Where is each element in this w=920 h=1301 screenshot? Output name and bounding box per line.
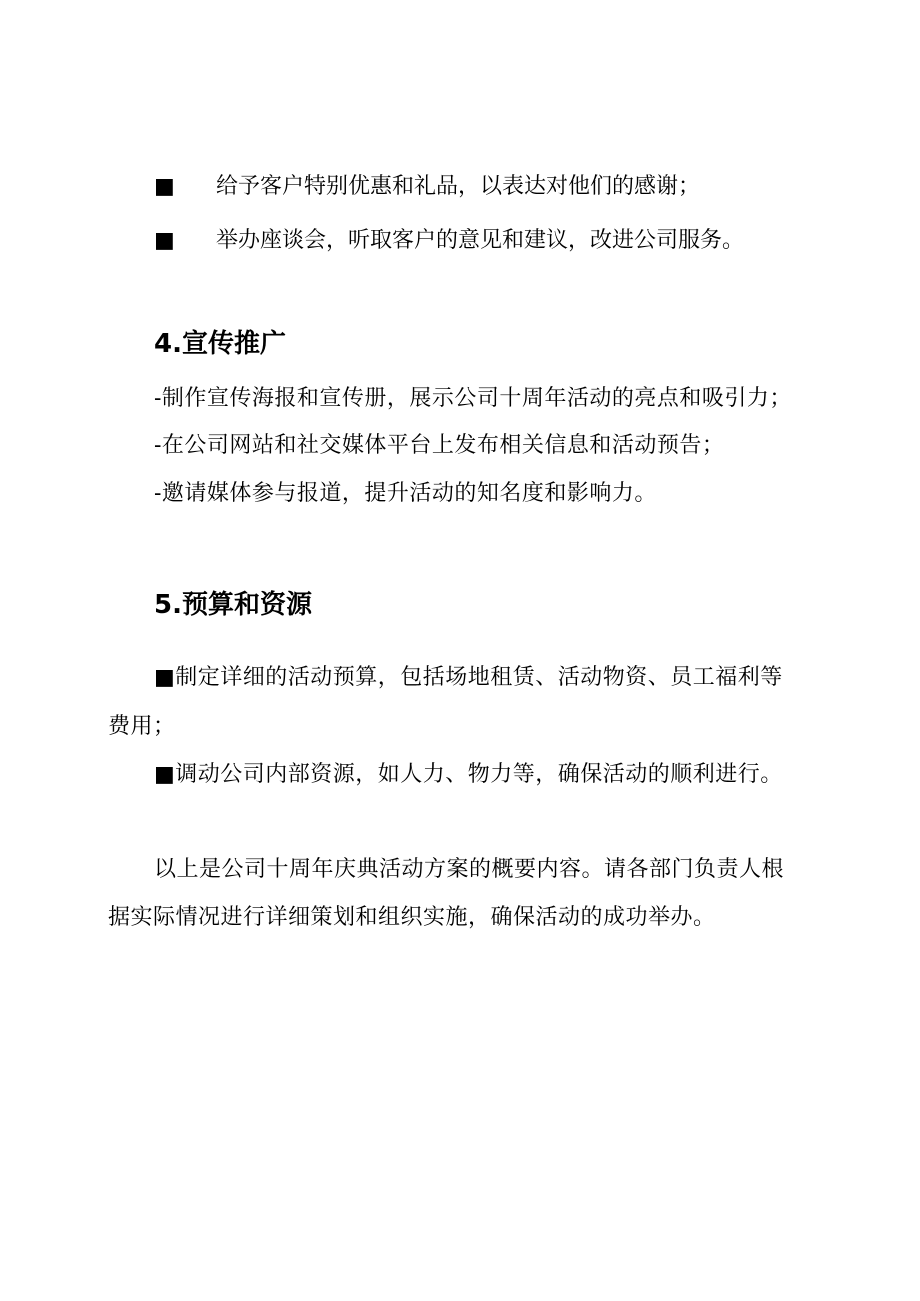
customer-bullet-item bbox=[154, 172, 700, 202]
conclusion-paragraph-line: 以上是公司十周年庆典活动方案的概要内容。请各部门负责人根 bbox=[154, 857, 785, 882]
section-heading-budget: 5.预算和资源 bbox=[154, 590, 312, 620]
budget-list-item: ■制定详细的活动预算，包括场地租赁、活动物资、员工福利等 bbox=[154, 665, 783, 690]
conclusion-paragraph-line: 据实际情况进行详细策划和组织实施，确保活动的成功举办。 bbox=[108, 905, 716, 930]
section-heading-promotion: 4.宣传推广 bbox=[154, 329, 286, 359]
bullet-marker: ■ bbox=[154, 174, 175, 199]
budget-list-item-continuation: 费用； bbox=[108, 714, 176, 739]
budget-list-item: ■调动公司内部资源，如人力、物力等，确保活动的顺利进行。 bbox=[154, 762, 783, 787]
bullet-text: 给予客户特别优惠和礼品，以表达对他们的感谢； bbox=[216, 174, 701, 199]
bullet-marker: ■ bbox=[154, 228, 175, 253]
promotion-list-item: -邀请媒体参与报道，提升活动的知名度和影响力。 bbox=[154, 481, 657, 506]
customer-bullet-item bbox=[154, 226, 744, 256]
promotion-list-item: -在公司网站和社交媒体平台上发布相关信息和活动预告； bbox=[154, 433, 725, 458]
bullet-text: 举办座谈会，听取客户的意见和建议，改进公司服务。 bbox=[216, 228, 745, 253]
promotion-list-item: -制作宣传海报和宣传册，展示公司十周年活动的亮点和吸引力； bbox=[154, 386, 792, 411]
